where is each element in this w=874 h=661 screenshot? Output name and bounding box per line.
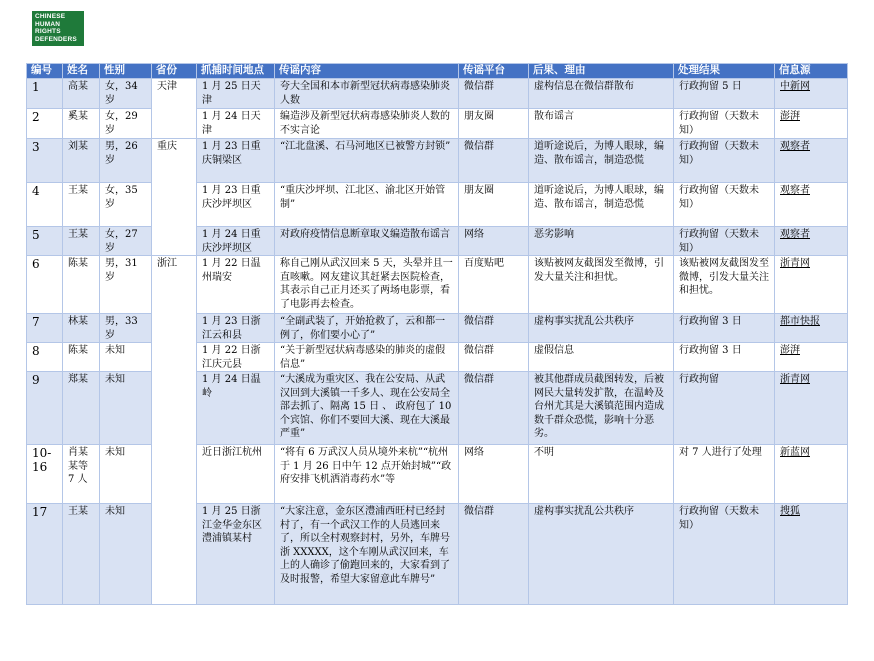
case-time-place: 1 月 25 日天津	[197, 79, 275, 109]
case-content: 编造涉及新型冠状病毒感染肺炎人数的不实言论	[275, 109, 459, 139]
table-row	[27, 256, 848, 314]
case-num: 10-16	[27, 445, 63, 504]
case-content: “江北盘溪、石马河地区已被警方封锁”	[275, 139, 459, 183]
source-link[interactable]: 澎湃	[780, 111, 800, 122]
case-time-place: 1 月 23 日重庆沙坪坝区	[197, 183, 275, 227]
source-link[interactable]: 都市快报	[780, 316, 820, 327]
source-link[interactable]: 中新网	[780, 81, 810, 92]
case-content: “大家注意，金东区澧浦西旺村已经封村了，有一个武汉工作的人员逃回来了，所以全村观察封村，另外，车牌号浙 XXXXX，这个车刚从武汉回来，车上的人确诊了偷跑回来的，大家看到了及时报警，希望大家留意此车牌号”	[275, 504, 459, 605]
case-province: 天津	[152, 79, 197, 139]
case-num: 17	[27, 504, 63, 605]
case-result: 行政拘留 5 日	[674, 79, 775, 109]
case-name: 奚某	[63, 109, 100, 139]
case-name: 王某	[63, 183, 100, 227]
case-reason: 虚构信息在微信群散布	[529, 79, 674, 109]
case-result: 对 7 人进行了处理	[674, 445, 775, 504]
case-gender: 未知	[100, 343, 152, 372]
case-content: “将有 6 万武汉人员从境外来杭”“杭州于 1 月 26 日中午 12 点开始封城”“政府安排飞机洒消毒药水”等	[275, 445, 459, 504]
case-content: “全副武装了，开始抢救了，云和都一例了，你们要小心了”	[275, 314, 459, 343]
case-source[interactable]	[775, 314, 848, 343]
header-result: 处理结果	[674, 64, 775, 79]
source-link[interactable]: 澎湃	[780, 345, 800, 356]
case-time-place: 1 月 23 日重庆铜梁区	[197, 139, 275, 183]
case-reason: 道听途说后，为博人眼球，编造、散布谣言，制造恐慌	[529, 139, 674, 183]
case-source[interactable]	[775, 256, 848, 314]
chrd-logo	[32, 11, 84, 46]
table-row	[27, 314, 848, 343]
case-num: 5	[27, 227, 63, 256]
case-gender: 女，34 岁	[100, 79, 152, 109]
case-platform: 微信群	[459, 504, 529, 605]
case-time-place: 1 月 23 日浙江云和县	[197, 314, 275, 343]
case-source[interactable]	[775, 139, 848, 183]
case-content: 夸大全国和本市新型冠状病毒感染肺炎人数	[275, 79, 459, 109]
case-num: 9	[27, 372, 63, 445]
case-platform: 朋友圈	[459, 109, 529, 139]
case-result: 行政拘留（天数未知）	[674, 183, 775, 227]
logo-line: DEFENDERS	[35, 35, 77, 43]
case-name: 刘某	[63, 139, 100, 183]
logo-line: CHINESE	[35, 13, 66, 20]
table-row	[27, 372, 848, 445]
case-reason: 虚假信息	[529, 343, 674, 372]
case-num: 3	[27, 139, 63, 183]
case-gender: 未知	[100, 372, 152, 445]
header-time-place: 抓捕时间地点	[197, 64, 275, 79]
case-source[interactable]	[775, 445, 848, 504]
case-result: 行政拘留（天数未知）	[674, 227, 775, 256]
case-name: 郑某	[63, 372, 100, 445]
case-name: 陈某	[63, 256, 100, 314]
case-reason: 散布谣言	[529, 109, 674, 139]
case-source[interactable]	[775, 343, 848, 372]
case-gender: 男，31 岁	[100, 256, 152, 314]
table-row	[27, 227, 848, 256]
case-time-place: 1 月 24 日温岭	[197, 372, 275, 445]
case-reason: 虚构事实扰乱公共秩序	[529, 504, 674, 605]
case-province: 浙江	[152, 256, 197, 605]
case-num: 2	[27, 109, 63, 139]
case-result: 行政拘留	[674, 372, 775, 445]
case-name: 林某	[63, 314, 100, 343]
case-content: 对政府疫情信息断章取义编造散布谣言	[275, 227, 459, 256]
logo-line: RIGHTS	[35, 28, 61, 35]
case-platform: 微信群	[459, 139, 529, 183]
header-platform: 传谣平台	[459, 64, 529, 79]
case-gender: 男，33 岁	[100, 314, 152, 343]
case-gender: 女，29 岁	[100, 109, 152, 139]
case-source[interactable]	[775, 183, 848, 227]
table-row	[27, 343, 848, 372]
case-num: 1	[27, 79, 63, 109]
case-content: 称自己刚从武汉回来 5 天，头晕并且一直咳嗽。网友建议其赶紧去医院检查，其表示自己正月还买了两场电影票，看了电影再去检查。	[275, 256, 459, 314]
case-content: “关于新型冠状病毒感染的肺炎的虚假信息”	[275, 343, 459, 372]
case-reason: 虚构事实扰乱公共秩序	[529, 314, 674, 343]
case-result: 行政拘留 3 日	[674, 314, 775, 343]
rumor-cases-table	[26, 63, 848, 605]
case-platform: 网络	[459, 227, 529, 256]
case-province: 重庆	[152, 139, 197, 256]
header-content: 传谣内容	[275, 64, 459, 79]
case-source[interactable]	[775, 109, 848, 139]
table-row	[27, 109, 848, 139]
case-reason: 道听途说后，为博人眼球，编造、散布谣言，制造恐慌	[529, 183, 674, 227]
case-result: 行政拘留（天数未知）	[674, 109, 775, 139]
case-num: 4	[27, 183, 63, 227]
case-reason: 该贴被网友截图发至微博，引发大量关注和担忧。	[529, 256, 674, 314]
table-row	[27, 139, 848, 183]
case-gender: 女，35 岁	[100, 183, 152, 227]
case-platform: 网络	[459, 445, 529, 504]
case-content: “大溪成为重灾区、我在公安局、从武汉回到大溪镇一千多人、现在公安局全部去抓了、隔离 15 日 、 政府包了 10 个宾馆、你们不要回大溪、现在大溪最严重”	[275, 372, 459, 445]
case-source[interactable]	[775, 227, 848, 256]
case-num: 7	[27, 314, 63, 343]
case-time-place: 近日浙江杭州	[197, 445, 275, 504]
case-reason: 被其他群成员截图转发，后被网民大量转发扩散，在温岭及台州尤其是大溪镇范围内造成数千群众恐慌，影响十分恶劣。	[529, 372, 674, 445]
table-row	[27, 445, 848, 504]
case-platform: 朋友圈	[459, 183, 529, 227]
source-link[interactable]: 浙青网	[780, 374, 810, 385]
header-num: 编号	[27, 64, 63, 79]
case-result: 行政拘留（天数未知）	[674, 504, 775, 605]
case-gender: 男，26 岁	[100, 139, 152, 183]
case-reason: 恶劣影响	[529, 227, 674, 256]
source-link[interactable]: 观察者	[780, 185, 810, 196]
source-link[interactable]: 新蓝网	[780, 447, 810, 458]
case-time-place: 1 月 24 日重庆沙坪坝区	[197, 227, 275, 256]
case-platform: 微信群	[459, 314, 529, 343]
header-name: 姓名	[63, 64, 100, 79]
case-reason: 不明	[529, 445, 674, 504]
logo-line: HUMAN	[35, 20, 61, 28]
case-num: 6	[27, 256, 63, 314]
table-row	[27, 79, 848, 109]
case-result: 行政拘留 3 日	[674, 343, 775, 372]
case-source[interactable]	[775, 372, 848, 445]
source-link[interactable]: 观察者	[780, 141, 810, 152]
source-link[interactable]: 浙青网	[780, 258, 810, 269]
logo-text	[35, 13, 77, 43]
case-platform: 百度贴吧	[459, 256, 529, 314]
case-name: 肖某某等 7 人	[63, 445, 100, 504]
case-gender: 女，27 岁	[100, 227, 152, 256]
header-source: 信息源	[775, 64, 848, 79]
case-gender: 未知	[100, 504, 152, 605]
source-link[interactable]: 搜狐	[780, 506, 800, 517]
case-platform: 微信群	[459, 372, 529, 445]
case-content: “重庆沙坪坝、江北区、渝北区开始管制”	[275, 183, 459, 227]
case-gender: 未知	[100, 445, 152, 504]
header-province: 省份	[152, 64, 197, 79]
case-name: 陈某	[63, 343, 100, 372]
header-gender: 性别	[100, 64, 152, 79]
case-result: 该贴被网友截图发至微博，引发大量关注和担忧。	[674, 256, 775, 314]
case-name: 高某	[63, 79, 100, 109]
case-name: 王某	[63, 227, 100, 256]
source-link[interactable]: 观察者	[780, 229, 810, 240]
header-row	[27, 64, 848, 79]
case-source[interactable]	[775, 504, 848, 605]
case-platform: 微信群	[459, 79, 529, 109]
case-time-place: 1 月 24 日天津	[197, 109, 275, 139]
case-name: 王某	[63, 504, 100, 605]
case-time-place: 1 月 22 日浙江庆元县	[197, 343, 275, 372]
header-reason: 后果、理由	[529, 64, 674, 79]
case-result: 行政拘留（天数未知）	[674, 139, 775, 183]
table-row	[27, 183, 848, 227]
case-time-place: 1 月 25 日浙江金华金东区澧浦镇某村	[197, 504, 275, 605]
case-source[interactable]	[775, 79, 848, 109]
case-time-place: 1 月 22 日温州瑞安	[197, 256, 275, 314]
table-row	[27, 504, 848, 605]
case-platform: 微信群	[459, 343, 529, 372]
case-num: 8	[27, 343, 63, 372]
